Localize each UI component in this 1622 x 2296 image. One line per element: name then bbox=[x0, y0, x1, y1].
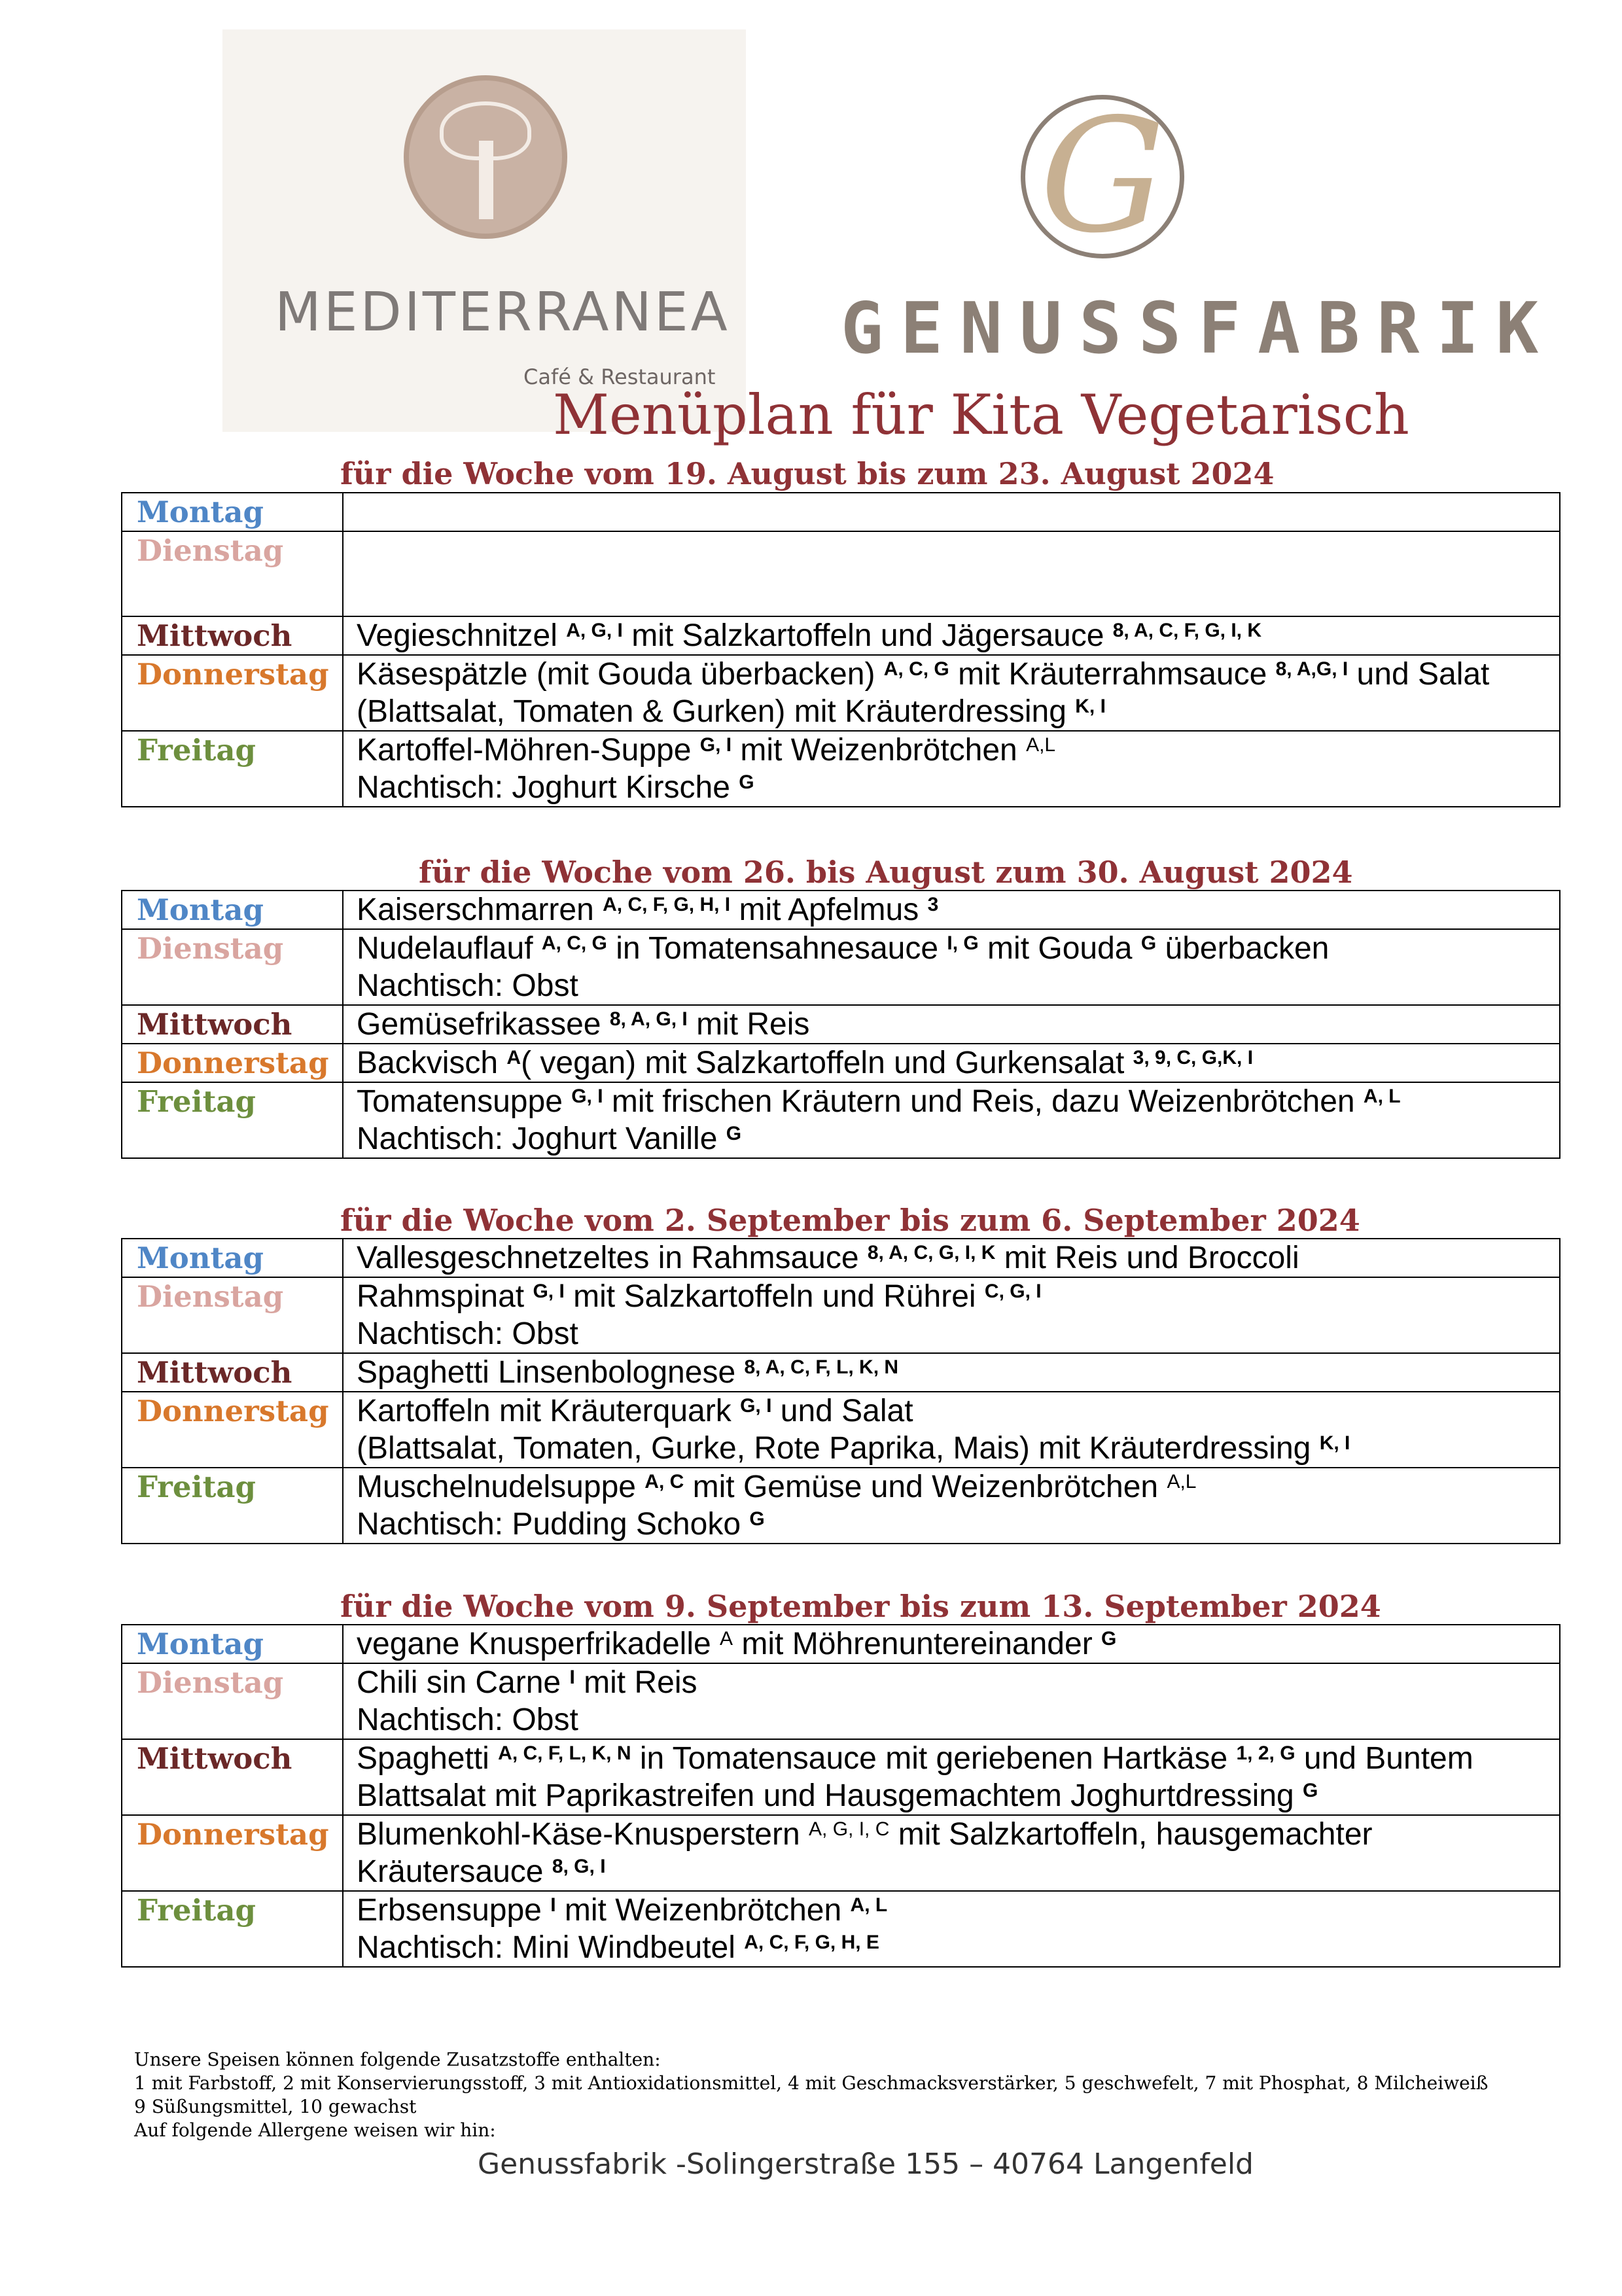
day-label: Dienstag bbox=[122, 531, 343, 616]
meal-text: Nachtisch: Pudding Schoko bbox=[357, 1507, 750, 1542]
day-label: Freitag bbox=[122, 1468, 343, 1544]
day-row bbox=[122, 1625, 1560, 1663]
meal-cell bbox=[343, 1815, 1560, 1891]
meal-text: Nachtisch: Mini Windbeutel bbox=[357, 1930, 745, 1965]
meal-text: mit Weizenbrötchen bbox=[555, 1893, 851, 1928]
meal-line bbox=[357, 1740, 1559, 1777]
monogram-letter: G bbox=[1040, 84, 1165, 268]
meal-text: in Tomatensahnesauce bbox=[607, 931, 947, 966]
allergen-codes: 8, G, I bbox=[552, 1856, 606, 1877]
day-row bbox=[122, 1739, 1560, 1815]
meal-line bbox=[357, 617, 1559, 654]
meal-text: Tomatensuppe bbox=[357, 1084, 572, 1119]
meal-cell bbox=[343, 1239, 1560, 1277]
meal-text: Spaghetti bbox=[357, 1741, 499, 1776]
mediterranea-wordmark: MEDITERRANEA bbox=[275, 281, 730, 344]
allergen-codes: A, C, G bbox=[541, 932, 607, 954]
meal-line bbox=[357, 1044, 1559, 1082]
additives-notice bbox=[134, 2048, 1488, 2142]
address: Genussfabrik -Solingerstraße 155 – 40764 Langenfeld bbox=[478, 2147, 1254, 2181]
allergen-codes: C, G, I bbox=[984, 1280, 1042, 1302]
meal-cell bbox=[343, 929, 1560, 1005]
meal-text: mit Gouda bbox=[978, 931, 1141, 966]
day-row bbox=[122, 891, 1560, 929]
meal-text: Kräutersauce bbox=[357, 1854, 552, 1889]
allergen-codes: A, C bbox=[644, 1471, 684, 1492]
day-label: Montag bbox=[122, 1625, 343, 1663]
allergen-codes: I, G bbox=[947, 932, 979, 954]
day-row bbox=[122, 1239, 1560, 1277]
meal-line bbox=[357, 1468, 1559, 1506]
allergen-codes: 8, A, G, I bbox=[609, 1008, 688, 1030]
meal-line bbox=[357, 1625, 1559, 1663]
day-row bbox=[122, 1005, 1560, 1044]
meal-text: Nachtisch: Joghurt Kirsche bbox=[357, 770, 739, 805]
day-row bbox=[122, 1468, 1560, 1544]
meal-line bbox=[357, 656, 1559, 693]
meal-cell bbox=[343, 891, 1560, 929]
meal-text: Blumenkohl-Käse-Knusperstern bbox=[357, 1817, 809, 1852]
meal-text: Kaiserschmarren bbox=[357, 892, 603, 927]
meal-text: mit Salzkartoffeln und Jägersauce bbox=[622, 618, 1113, 653]
meal-line bbox=[357, 891, 1559, 928]
meal-cell bbox=[343, 1468, 1560, 1544]
meal-line bbox=[357, 1083, 1559, 1120]
meal-text: mit Reis bbox=[574, 1665, 697, 1700]
tree-trunk-icon bbox=[479, 141, 493, 219]
week-heading: für die Woche vom 2. September bis zum 6. September 2024 bbox=[340, 1203, 1360, 1238]
meal-line bbox=[357, 769, 1559, 806]
allergen-codes: G bbox=[739, 771, 754, 793]
allergen-codes: G, I bbox=[699, 734, 732, 756]
meal-line bbox=[357, 1278, 1559, 1315]
day-label: Mittwoch bbox=[122, 1739, 343, 1815]
week-table bbox=[121, 890, 1560, 1159]
meal-text: Kartoffel-Möhren-Suppe bbox=[357, 733, 700, 768]
day-label: Dienstag bbox=[122, 1663, 343, 1739]
meal-cell bbox=[343, 1891, 1560, 1967]
meal-line bbox=[357, 1354, 1559, 1391]
meal-text: mit Salzkartoffeln und Rührei bbox=[564, 1279, 985, 1314]
day-label: Donnerstag bbox=[122, 655, 343, 731]
meal-cell bbox=[343, 1044, 1560, 1082]
day-label: Donnerstag bbox=[122, 1392, 343, 1468]
week-heading: für die Woche vom 9. September bis zum 13. September 2024 bbox=[340, 1589, 1381, 1624]
day-row bbox=[122, 1277, 1560, 1353]
allergen-codes: A, C, F, G, H, E bbox=[744, 1932, 879, 1953]
meal-text: Rahmspinat bbox=[357, 1279, 533, 1314]
week-heading: für die Woche vom 19. August bis zum 23. August 2024 bbox=[340, 456, 1275, 491]
meal-text: (Blattsalat, Tomaten, Gurke, Rote Paprika, Mais) mit Kräuterdressing bbox=[357, 1431, 1320, 1466]
day-label: Montag bbox=[122, 1239, 343, 1277]
meal-text: und Buntem bbox=[1295, 1741, 1473, 1776]
meal-text: vegane Knusperfrikadelle bbox=[357, 1627, 720, 1661]
meal-text: überbacken bbox=[1156, 931, 1330, 966]
allergen-codes: A,L bbox=[1026, 734, 1056, 756]
meal-text: und Salat bbox=[1348, 657, 1490, 692]
allergen-codes: A bbox=[720, 1628, 733, 1650]
meal-line bbox=[357, 1120, 1559, 1157]
allergen-codes: 1, 2, G bbox=[1236, 1742, 1296, 1764]
genussfabrik-wordmark: GENUSSFABRIK bbox=[841, 288, 1556, 370]
day-label: Freitag bbox=[122, 731, 343, 807]
day-row bbox=[122, 616, 1560, 655]
day-label: Dienstag bbox=[122, 929, 343, 1005]
allergen-codes: I bbox=[550, 1894, 556, 1916]
allergen-codes: A,L bbox=[1167, 1471, 1197, 1492]
meal-line bbox=[357, 1006, 1559, 1043]
allergen-codes: A, C, F, L, K, N bbox=[498, 1742, 631, 1764]
day-label: Freitag bbox=[122, 1082, 343, 1158]
meal-cell bbox=[343, 655, 1560, 731]
meal-line bbox=[357, 1430, 1559, 1467]
allergen-codes: A, C, G bbox=[883, 658, 949, 680]
allergen-codes: A, L bbox=[850, 1894, 888, 1916]
day-label: Montag bbox=[122, 493, 343, 531]
meal-text: mit Salzkartoffeln, hausgemachter bbox=[889, 1817, 1373, 1852]
allergen-codes: I bbox=[569, 1667, 575, 1688]
footer-line: Unsere Speisen können folgende Zusatzstoffe enthalten: bbox=[134, 2049, 661, 2070]
meal-text: Backvisch bbox=[357, 1046, 507, 1080]
meal-line bbox=[357, 1239, 1559, 1277]
meal-cell bbox=[343, 1392, 1560, 1468]
meal-cell bbox=[343, 1663, 1560, 1739]
genussfabrik-logo bbox=[805, 84, 1556, 370]
meal-text: Nachtisch: Joghurt Vanille bbox=[357, 1122, 726, 1156]
meal-text: mit Apfelmus bbox=[730, 892, 928, 927]
meal-text: Nachtisch: Obst bbox=[357, 968, 578, 1003]
meal-line bbox=[357, 1664, 1559, 1701]
meal-cell bbox=[343, 493, 1560, 531]
meal-text: Nudelauflauf bbox=[357, 931, 542, 966]
meal-line bbox=[357, 1315, 1559, 1352]
footer-line: 9 Süßungsmittel, 10 gewachst bbox=[134, 2096, 417, 2117]
meal-cell bbox=[343, 1739, 1560, 1815]
meal-text: Vegieschnitzel bbox=[357, 618, 567, 653]
allergen-codes: G bbox=[726, 1123, 742, 1144]
day-row bbox=[122, 655, 1560, 731]
meal-text: mit Kräuterrahmsauce bbox=[949, 657, 1276, 692]
meal-text: Gemüsefrikassee bbox=[357, 1007, 610, 1042]
day-row bbox=[122, 731, 1560, 807]
allergen-codes: G bbox=[1101, 1628, 1117, 1650]
meal-cell bbox=[343, 1625, 1560, 1663]
allergen-codes: A bbox=[506, 1047, 521, 1069]
day-label: Dienstag bbox=[122, 1277, 343, 1353]
meal-text: mit Möhrenuntereinander bbox=[733, 1627, 1102, 1661]
meal-text: Erbsensuppe bbox=[357, 1893, 551, 1928]
day-label: Montag bbox=[122, 891, 343, 929]
meal-text: mit Weizenbrötchen bbox=[732, 733, 1027, 768]
meal-text: mit Reis und Broccoli bbox=[995, 1241, 1299, 1275]
meal-text: ( vegan) mit Salzkartoffeln und Gurkensalat bbox=[521, 1046, 1133, 1080]
meal-line bbox=[357, 1853, 1559, 1890]
day-row bbox=[122, 1663, 1560, 1739]
allergen-codes: G bbox=[749, 1508, 765, 1530]
meal-text: (Blattsalat, Tomaten & Gurken) mit Kräuterdressing bbox=[357, 694, 1076, 729]
week-table bbox=[121, 1238, 1560, 1544]
meal-cell bbox=[343, 1082, 1560, 1158]
meal-text: Nachtisch: Obst bbox=[357, 1703, 578, 1737]
allergen-codes: G, I bbox=[740, 1395, 772, 1417]
meal-text: mit frischen Kräutern und Reis, dazu Weizenbrötchen bbox=[603, 1084, 1364, 1119]
meal-line bbox=[357, 1777, 1559, 1814]
meal-text: Spaghetti Linsenbolognese bbox=[357, 1355, 745, 1390]
meal-text: Nachtisch: Obst bbox=[357, 1316, 578, 1351]
meal-line bbox=[357, 1701, 1559, 1739]
allergen-codes: 8, A,G, I bbox=[1275, 658, 1349, 680]
day-label: Freitag bbox=[122, 1891, 343, 1967]
allergen-codes: A, G, I, C bbox=[809, 1818, 890, 1840]
meal-line bbox=[357, 693, 1559, 730]
allergen-codes: A, C, F, G, H, I bbox=[603, 894, 731, 915]
meal-cell bbox=[343, 1005, 1560, 1044]
day-label: Mittwoch bbox=[122, 1005, 343, 1044]
meal-line bbox=[357, 930, 1559, 967]
meal-text: und Salat bbox=[771, 1394, 913, 1428]
day-row bbox=[122, 1082, 1560, 1158]
allergen-codes: G bbox=[1303, 1780, 1318, 1801]
allergen-codes: A, L bbox=[1363, 1086, 1401, 1107]
meal-cell bbox=[343, 1277, 1560, 1353]
meal-text: Vallesgeschnetzeltes in Rahmsauce bbox=[357, 1241, 868, 1275]
meal-line bbox=[357, 732, 1559, 769]
meal-cell bbox=[343, 531, 1560, 616]
meal-text: Chili sin Carne bbox=[357, 1665, 570, 1700]
allergen-codes: K, I bbox=[1075, 696, 1106, 717]
allergen-codes: 8, A, C, F, L, K, N bbox=[744, 1356, 899, 1378]
meal-line bbox=[357, 1929, 1559, 1966]
day-row bbox=[122, 531, 1560, 616]
meal-line bbox=[357, 1892, 1559, 1929]
day-label: Donnerstag bbox=[122, 1044, 343, 1082]
day-row bbox=[122, 493, 1560, 531]
meal-cell bbox=[343, 616, 1560, 655]
meal-text: Blattsalat mit Paprikastreifen und Hausgemachtem Joghurtdressing bbox=[357, 1778, 1303, 1813]
meal-line bbox=[357, 1506, 1559, 1543]
mediterranea-subtitle: Café & Restaurant bbox=[523, 364, 716, 389]
meal-text: Muschelnudelsuppe bbox=[357, 1470, 645, 1504]
day-label: Donnerstag bbox=[122, 1815, 343, 1891]
meal-text: mit Reis bbox=[687, 1007, 810, 1042]
day-row bbox=[122, 1044, 1560, 1082]
footer-line: 1 mit Farbstoff, 2 mit Konservierungsstoff, 3 mit Antioxidationsmittel, 4 mit Geschmacksverstärker, 5 geschwefelt, 7 mit Phosphat, 8 Milcheiweiß bbox=[134, 2072, 1489, 2094]
day-row bbox=[122, 1891, 1560, 1967]
allergen-codes: 3, 9, C, G,K, I bbox=[1133, 1047, 1254, 1069]
mediterranea-logo bbox=[222, 29, 746, 432]
meal-text: Käsespätzle (mit Gouda überbacken) bbox=[357, 657, 884, 692]
meal-line bbox=[357, 967, 1559, 1004]
allergen-codes: 8, A, C, F, G, I, K bbox=[1112, 620, 1262, 641]
allergen-codes: 3 bbox=[927, 894, 939, 915]
allergen-codes: 8, A, C, G, I, K bbox=[867, 1242, 996, 1263]
meal-cell bbox=[343, 1353, 1560, 1392]
allergen-codes: G, I bbox=[571, 1086, 603, 1107]
week-heading: für die Woche vom 26. bis August zum 30. August 2024 bbox=[419, 855, 1353, 890]
allergen-codes: A, G, I bbox=[566, 620, 623, 641]
meal-text: in Tomatensauce mit geriebenen Hartkäse bbox=[631, 1741, 1237, 1776]
week-table bbox=[121, 1624, 1560, 1968]
day-row bbox=[122, 1392, 1560, 1468]
day-label: Mittwoch bbox=[122, 1353, 343, 1392]
day-row bbox=[122, 1815, 1560, 1891]
day-label: Mittwoch bbox=[122, 616, 343, 655]
meal-line bbox=[357, 1816, 1559, 1853]
page-title: Menüplan für Kita Vegetarisch bbox=[553, 383, 1409, 447]
meal-text: Kartoffeln mit Kräuterquark bbox=[357, 1394, 741, 1428]
day-row bbox=[122, 929, 1560, 1005]
meal-line bbox=[357, 1392, 1559, 1430]
meal-cell bbox=[343, 731, 1560, 807]
day-row bbox=[122, 1353, 1560, 1392]
allergen-codes: G, I bbox=[533, 1280, 565, 1302]
week-table bbox=[121, 492, 1560, 807]
allergen-codes: G bbox=[1140, 932, 1157, 954]
footer-line: Auf folgende Allergene weisen wir hin: bbox=[134, 2119, 496, 2141]
meal-text: mit Gemüse und Weizenbrötchen bbox=[684, 1470, 1167, 1504]
allergen-codes: K, I bbox=[1319, 1432, 1350, 1454]
